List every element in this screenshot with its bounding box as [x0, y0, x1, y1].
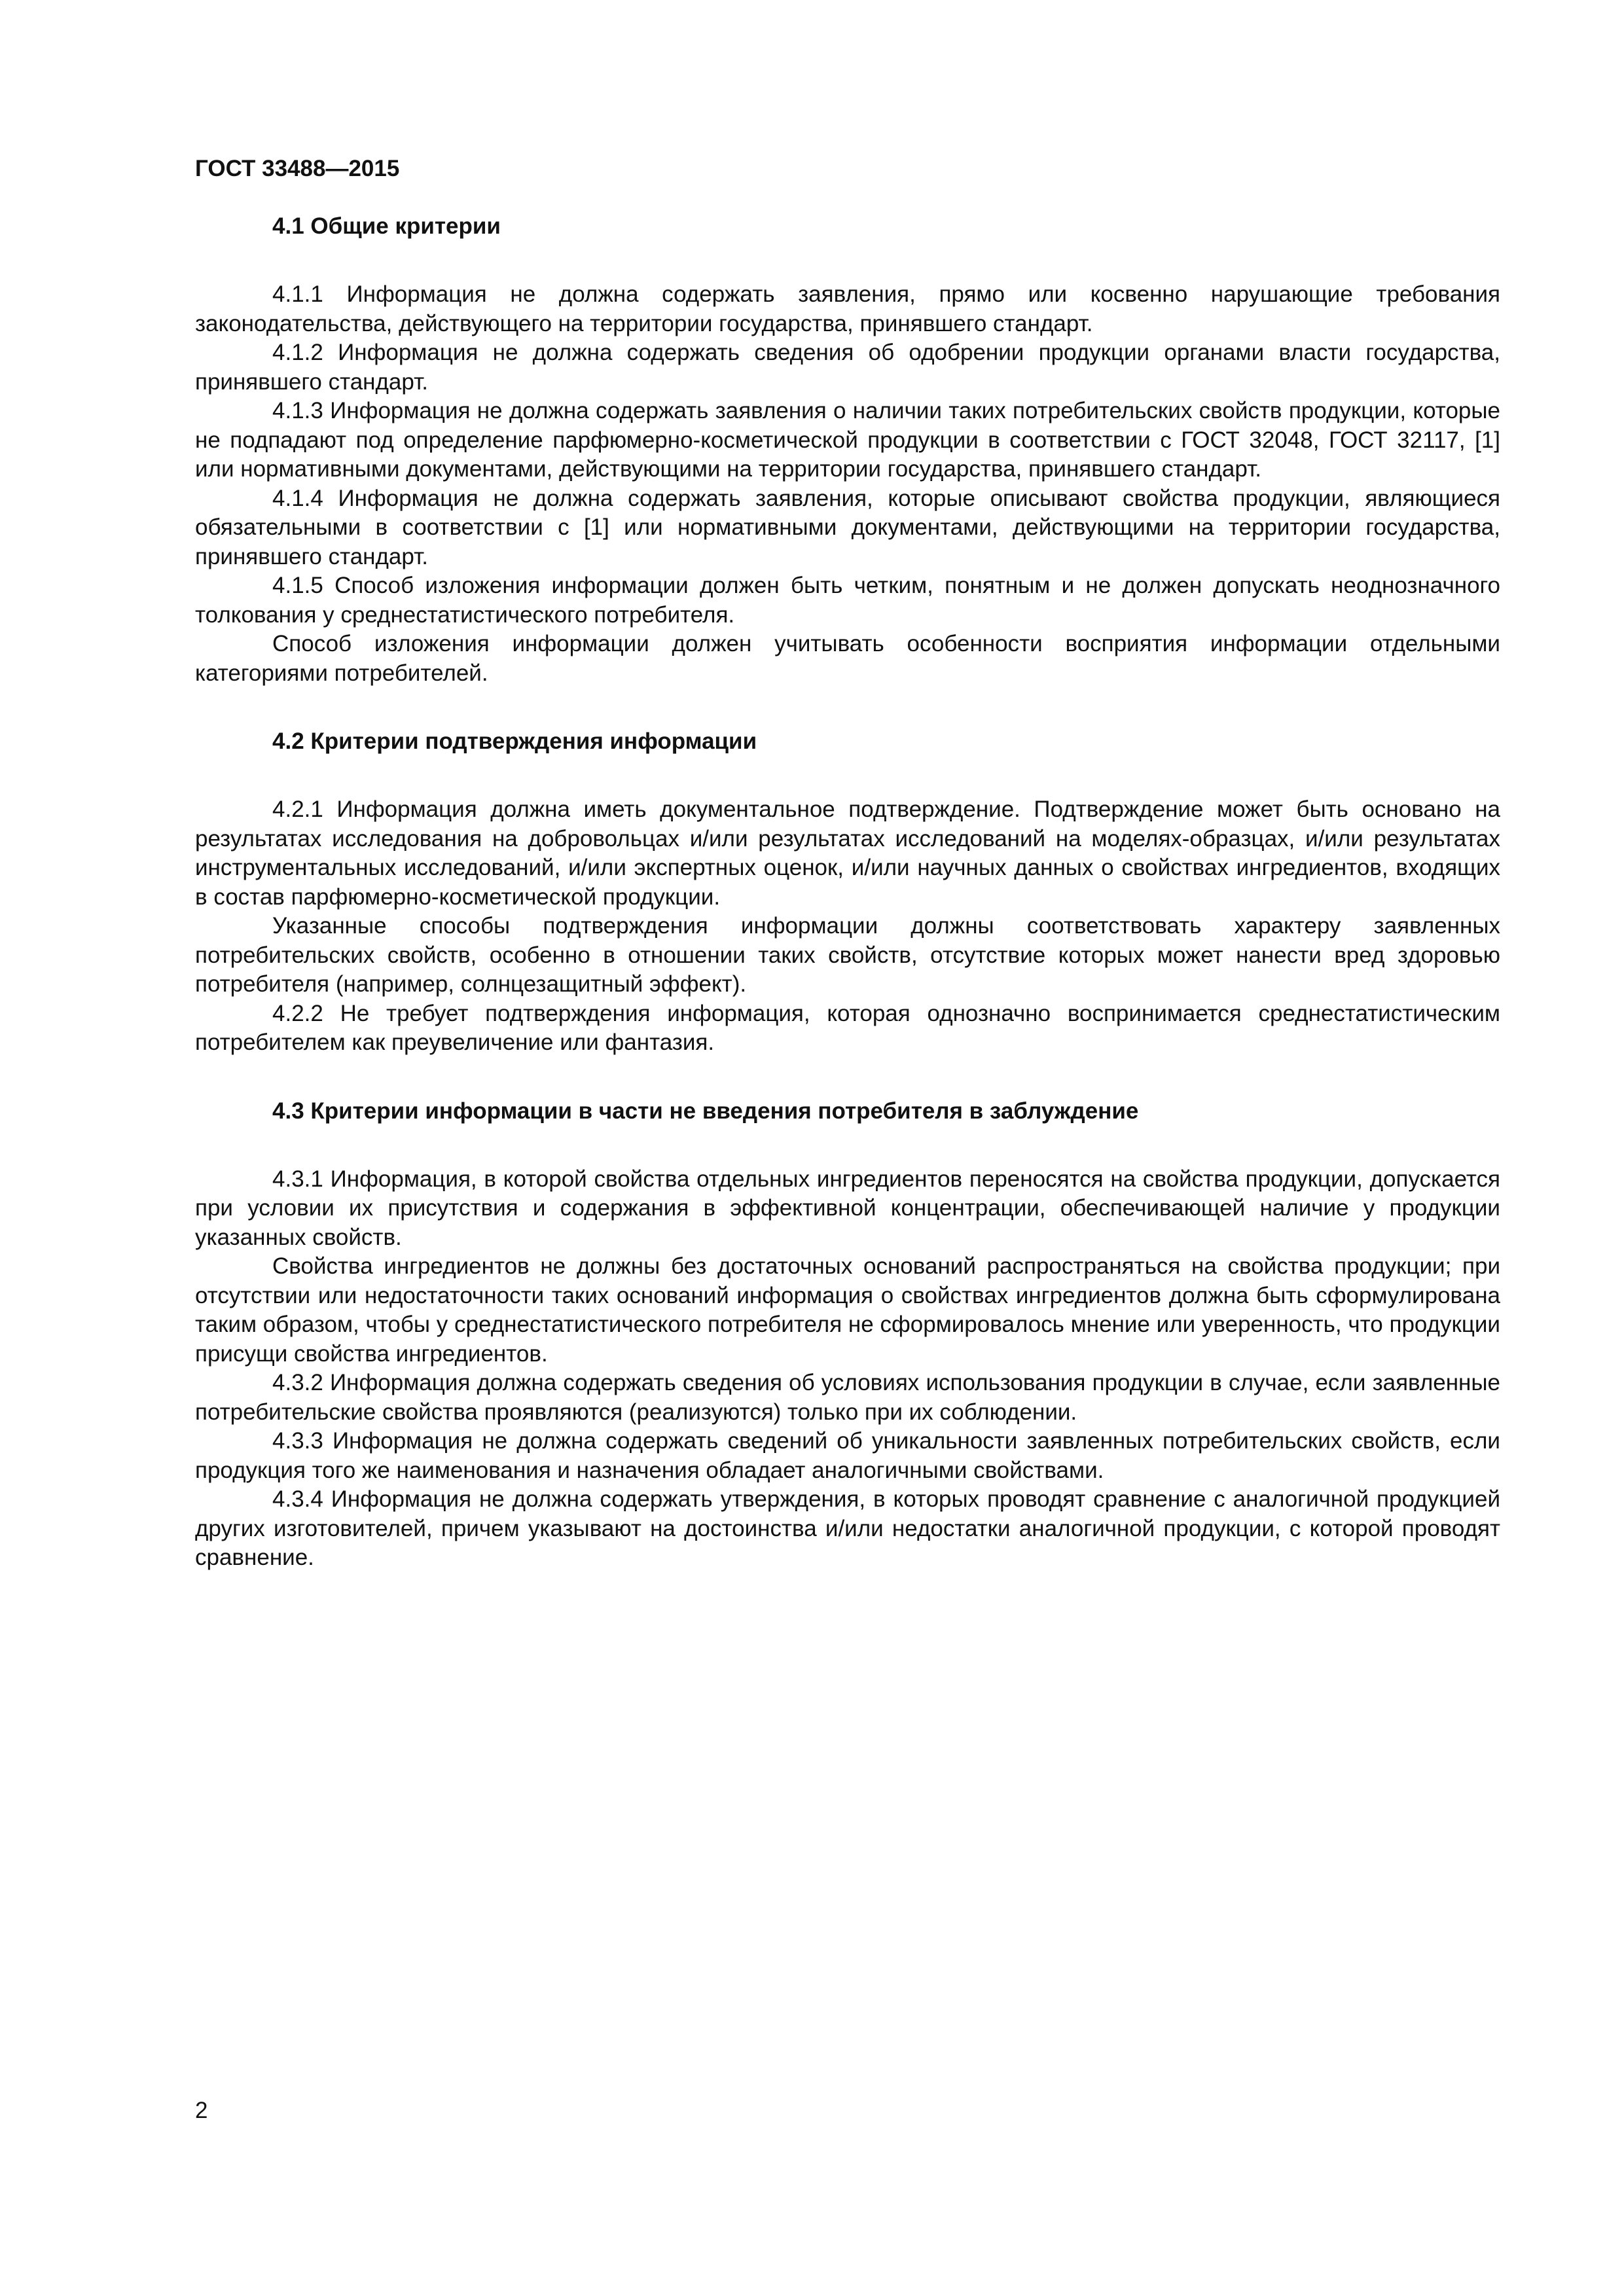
section-heading: 4.2 Критерии подтверждения информации — [272, 728, 757, 754]
section-body — [195, 1165, 1500, 1573]
paragraph: 4.3.2 Информация должна содержать сведения об условиях использования продукции в случае, если заявленные потребительские свойства проявляются (реализуются) только при их соблюдении. — [195, 1370, 1500, 1425]
section-general-criteria — [195, 212, 1500, 688]
paragraph: 4.1.3 Информация не должна содержать заявления о наличии таких потребительских свойств продукции, которые не подпадают под определение парфюмерно-косметической продукции в соответствии с ГОСТ 32048, ГОСТ 32117, [1] или нормативными документами, действующими на территории государства, принявшего стандарт. — [195, 398, 1500, 482]
section-non-misleading-criteria — [195, 1097, 1500, 1573]
section-heading: 4.1 Общие критерии — [272, 213, 501, 239]
paragraph: Указанные способы подтверждения информации должны соответствовать характеру заявленных потребительских свойств, особенно в отношении таких свойств, отсутствие которых может нанести вред здоровью потребителя (например, солнцезащитный эффект). — [195, 913, 1500, 997]
page-number: 2 — [195, 2098, 208, 2123]
paragraph: 4.3.3 Информация не должна содержать сведений об уникальности заявленных потребительских свойств, если продукция того же наименования и назначения обладает аналогичными свойствами. — [195, 1428, 1500, 1483]
paragraph: 4.1.4 Информация не должна содержать заявления, которые описывают свойства продукции, являющиеся обязательными в соответствии с [1] или нормативными документами, действующими на территории государства, принявшего стандарт. — [195, 485, 1500, 569]
paragraph: 4.2.2 Не требует подтверждения информация, которая однозначно воспринимается среднестатистическим потребителем как преувеличение или фантазия. — [195, 1000, 1500, 1055]
section-confirmation-criteria — [195, 727, 1500, 1058]
paragraph: 4.1.5 Способ изложения информации должен быть четким, понятным и не должен допускать неоднозначного толкования у среднестатистического потребителя. — [195, 573, 1500, 628]
paragraph: Свойства ингредиентов не должны без достаточных оснований распространяться на свойства продукции; при отсутствии или недостаточности таких оснований информация о свойствах ингредиентов должна быть сформулирована таким образом, чтобы у среднестатистического потребителя не сформировалось мнение или уверенность, что продукции присущи свойства ингредиентов. — [195, 1253, 1500, 1367]
paragraph: 4.1.2 Информация не должна содержать сведения об одобрении продукции органами власти государства, принявшего стандарт. — [195, 340, 1500, 395]
standard-designation: ГОСТ 33488—2015 — [195, 156, 400, 181]
paragraph: 4.3.4 Информация не должна содержать утверждения, в которых проводят сравнение с аналогичной продукцией других изготовителей, причем указывают на достоинства и/или недостатки аналогичной продукции, с которой проводят сравнение. — [195, 1486, 1500, 1570]
section-body — [195, 280, 1500, 688]
paragraph: 4.2.1 Информация должна иметь документальное подтверждение. Подтверждение может быть основано на результатах исследования на добровольцах и/или результатах исследований на моделях-образцах, и/или результатах инструментальных исследований, и/или экспертных оценок, и/или научных данных о свойствах ингредиентов, входящих в состав парфюмерно-косметической продукции. — [195, 797, 1500, 910]
paragraph: 4.3.1 Информация, в которой свойства отдельных ингредиентов переносятся на свойства продукции, допускается при условии их присутствия и содержания в эффективной концентрации, обеспечивающей наличие у продукции указанных свойств. — [195, 1166, 1500, 1250]
page-content — [195, 212, 1500, 1573]
section-body — [195, 795, 1500, 1058]
paragraph: Способ изложения информации должен учитывать особенности восприятия информации отдельными категориями потребителей. — [195, 631, 1500, 686]
section-heading: 4.3 Критерии информации в части не введения потребителя в заблуждение — [272, 1098, 1139, 1124]
paragraph: 4.1.1 Информация не должна содержать заявления, прямо или косвенно нарушающие требования законодательства, действующего на территории государства, принявшего стандарт. — [195, 281, 1500, 336]
